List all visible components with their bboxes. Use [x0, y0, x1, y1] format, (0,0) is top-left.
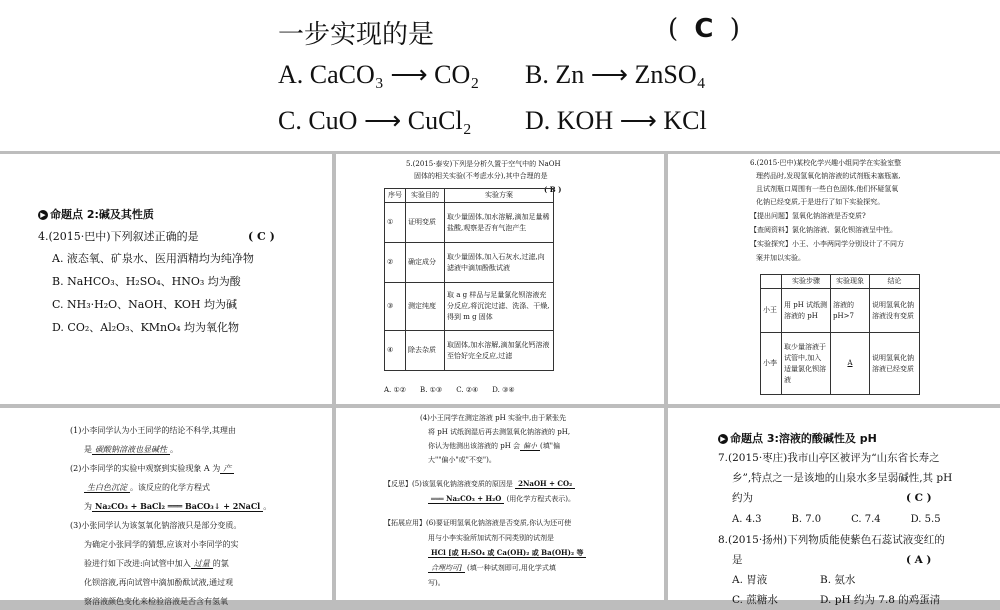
question-line: 5.(2015·泰安)下列是分析久置于空气中的 NaOH — [406, 160, 561, 168]
table-header: 序号 — [385, 189, 406, 203]
table-header: 结论 — [870, 275, 920, 289]
table-cell: 取少量固体,加入石灰水,过滤,向滤液中滴加酚酞试液 — [445, 243, 554, 283]
equation-blank: 2NaOH + CO₂ — [515, 479, 575, 489]
table-cell: ② — [385, 243, 406, 283]
text-line: 案并加以实验。 — [756, 254, 805, 262]
option-b: B. NaHCO₃、H₂SO₄、HNO₃ 均为酸 — [52, 275, 241, 288]
option-d: D. KOH ⟶ KCl — [525, 106, 707, 135]
answer-bracket: ( C ) — [668, 14, 740, 44]
question-stem: 一步实现的是 — [278, 20, 435, 50]
text-line: 约为 — [732, 492, 753, 504]
text-line: (3)小张同学认为该氢氧化钠溶液只是部分变质。 — [70, 521, 242, 530]
answer-blank: 产 — [220, 464, 234, 474]
text-line: (2)小李同学的实验中观察到实验现象 A 为 产 — [70, 461, 234, 476]
option-c: C. CuO ⟶ CuCl₂ — [278, 106, 472, 135]
table-header: 实验现象 — [831, 275, 870, 289]
answer-text: ( C ) — [906, 492, 932, 504]
slide-base-properties — [0, 154, 332, 404]
text-line: 【实验探究】小王、小李两同学分别设计了不同方 — [750, 240, 904, 248]
slide-ph-questions — [668, 408, 1000, 606]
table-cell: ④ — [385, 331, 406, 371]
text-line: 化钡溶液,再向试管中滴加酚酞试液,通过观 — [84, 578, 234, 587]
answer-blank: 偏小 — [520, 442, 540, 451]
answer-blank: 碳酸钠溶液也显碱性 — [92, 445, 170, 455]
table-header: 实验目的 — [406, 189, 445, 203]
option-d: D. CO₂、Al₂O₃、KMnO₄ 均为氧化物 — [52, 321, 240, 334]
question-line: 固体的相关实验(不考虑水分),其中合理的是 — [414, 172, 548, 180]
text-line: 【查阅资料】氯化钠溶液、氯化钡溶液呈中性。 — [750, 226, 897, 234]
table-cell: 溶液的 pH>7 — [831, 289, 870, 333]
table-row — [385, 283, 554, 331]
table-cell: ③ — [385, 283, 406, 331]
text-line: 【提出问题】氢氧化钠溶液是否变质? — [750, 212, 866, 220]
slide-naoh-inquiry — [668, 154, 1000, 404]
text-line: 7.(2015·枣庄)我市山亭区被评为“山东省长寿之 — [718, 452, 940, 464]
option-a: A. 液态氧、矿泉水、医用酒精均为纯净物 — [52, 252, 254, 265]
text-line: 【反思】(5)该氢氧化钠溶液变质的原因是 2NaOH + CO₂ — [384, 478, 575, 490]
table-cell: ① — [385, 203, 406, 243]
table-cell: 取固体,加水溶解,滴加氯化钙溶液至恰好完全反应,过滤 — [445, 331, 554, 371]
table-header — [761, 275, 782, 289]
option-c: C. NH₃·H₂O、NaOH、KOH 均为碱 — [52, 298, 237, 311]
option-b: B. Zn ⟶ ZnSO₄ — [525, 60, 706, 89]
text-line: 6.(2015·巴中)某校化学兴趣小组同学在实验室整 — [750, 159, 902, 167]
text-line: 是 碳酸钠溶液也显碱性 。 — [84, 445, 178, 454]
table-cell: 取 a g 样品与足量氯化钡溶液充分反应,将沉淀过滤、洗涤、干燥,得到 m g 固体 — [445, 283, 554, 331]
table-cell: 取少量固体,加水溶解,滴加足量稀盐酸,观察是否有气泡产生 — [445, 203, 554, 243]
option-a: A. 胃液 — [732, 574, 768, 586]
text-line: 察溶液颜色变化来检验溶液是否含有氢氧 — [84, 597, 228, 606]
table-cell: 小王 — [761, 289, 782, 333]
section-heading: ▶ 命题点 2:碱及其性质 — [38, 206, 154, 222]
table-header: 实验步骤 — [782, 275, 831, 289]
answer-blank: 生白色沉淀 — [84, 483, 130, 493]
answer-text: ( C ) — [248, 230, 275, 243]
slide-naoh-experiment — [336, 154, 664, 404]
answer-blank: 合理均可] — [428, 564, 465, 573]
text-line: 化钠已经变质,于是进行了如下实验探究。 — [756, 198, 885, 206]
equation-blank: ═══ Na₂CO₃ + H₂O — [428, 494, 504, 504]
option-c: C. 蔗糖水 — [732, 594, 778, 606]
play-icon: ▶ — [38, 210, 48, 220]
slide-answer-part1 — [0, 408, 332, 606]
table-row — [761, 289, 920, 333]
text-line — [428, 547, 586, 559]
text-line: (1)小李同学认为小王同学的结论不科学,其理由 — [70, 426, 236, 435]
play-icon: ▶ — [718, 434, 728, 444]
table-cell: 说明氢氧化钠溶液已经变质 — [870, 333, 920, 395]
text-line: 【拓展应用】(6)要证明氢氧化钠溶液是否变质,你认为还可使 — [384, 519, 572, 527]
equation-blank: Na₂CO₃ + BaCl₂ ═══ BaCO₃↓ + 2NaCl — [92, 501, 263, 512]
text-line: 大""偏小"或"不变")。 — [428, 456, 496, 464]
text-line: 合理均可] (填一种试剂即可,用化学式填 — [428, 562, 556, 574]
answer-letter: C — [694, 14, 714, 44]
choices-line: A. ①② B. ①③ C. ②④ D. ③④ — [384, 386, 515, 394]
table-cell: 除去杂质 — [406, 331, 445, 371]
table-cell: A — [831, 333, 870, 395]
option-a: A. CaCO₃ ⟶ CO₂ — [278, 60, 480, 89]
text-line: 是 — [732, 554, 743, 566]
text-line: 且试剂瓶口周围有一些白色固体,他们怀疑氢氧 — [756, 185, 899, 193]
text-line: 理药品时,发现氢氧化钠溶液的试剂瓶未塞瓶塞, — [756, 172, 901, 180]
table-cell: 小李 — [761, 333, 782, 395]
table-cell: 用 pH 试纸测溶液的 pH — [782, 289, 831, 333]
text-line: 验进行如下改进:向试管中加入 过量 的氯 — [84, 559, 229, 568]
text-line: 你认为他测出该溶液的 pH 会 偏小 (填"偏 — [428, 442, 560, 450]
text-line: (4)小王同学在测定溶液 pH 实验中,由于紧张先 — [420, 414, 567, 422]
text-line: 将 pH 试纸润湿后再去测氢氧化钠溶液的 pH, — [428, 428, 571, 436]
table-cell: 取少量溶液于试管中,加入适量氯化钡溶液 — [782, 333, 831, 395]
table-header: 实验方案 — [445, 189, 554, 203]
table-header-row — [385, 189, 554, 203]
answer-text: ( A ) — [906, 554, 932, 566]
table-cell: 说明氢氧化钠溶液没有变质 — [870, 289, 920, 333]
text-line: 乡”,特点之一是该地的山泉水多呈弱碱性,其 pH — [732, 472, 953, 484]
table-cell: 确定成分 — [406, 243, 445, 283]
table-row — [385, 243, 554, 283]
answer-blank: HCl [或 H₂SO₄ 或 Ca(OH)₂ 或 Ba(OH)₂ 等 — [428, 548, 586, 558]
table-row — [385, 203, 554, 243]
option-b: B. 氨水 — [820, 574, 856, 586]
slide-answer-part2 — [336, 408, 664, 600]
answer-blank: 过量 — [191, 559, 213, 569]
table-row — [385, 331, 554, 371]
answer-text: ( B ) — [544, 185, 562, 194]
question-text: 4.(2015·巴中)下列叙述正确的是 — [38, 230, 199, 243]
choices-line: A. 4.3 B. 7.0 C. 7.4 D. 5.5 — [732, 514, 941, 525]
text-line: 生白色沉淀 。该反应的化学方程式 — [84, 480, 210, 495]
text-line: 为确定小张同学的猜想,应该对小李同学的实 — [84, 540, 239, 549]
text-line: 写)。 — [428, 579, 445, 587]
option-d: D. pH 约为 7.8 的鸡蛋清 — [820, 594, 941, 606]
question-panel-top — [0, 0, 1000, 151]
text-line: 为 Na₂CO₃ + BaCl₂ ═══ BaCO₃↓ + 2NaCl 。 — [84, 501, 272, 511]
experiment-table — [384, 188, 554, 371]
inquiry-table — [760, 274, 920, 395]
text-line: 8.(2015·扬州)下列物质能使紫色石蕊试液变红的 — [718, 534, 945, 546]
table-row — [761, 333, 920, 395]
text-line: ═══ Na₂CO₃ + H₂O (用化学方程式表示)。 — [428, 493, 575, 505]
table-header-row — [761, 275, 920, 289]
table-cell: 证明变质 — [406, 203, 445, 243]
text-line: 用与小李实验所加试剂不同类别的试剂是 — [428, 534, 554, 542]
section-heading: ▶ 命题点 3:溶液的酸碱性及 pH — [718, 430, 877, 446]
table-cell: 测定纯度 — [406, 283, 445, 331]
